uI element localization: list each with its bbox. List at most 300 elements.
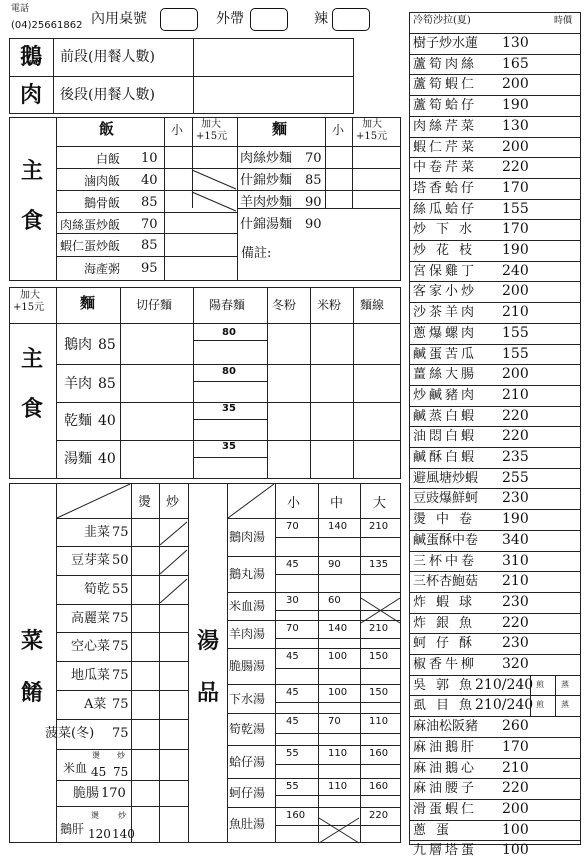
dish-price: 130 [502,35,529,51]
plus15-header: +15元 [196,131,228,142]
rice-item-price: 85 [141,195,158,210]
rice-small-qty[interactable] [165,259,191,279]
goose-liver-fry-price: 140 [112,827,135,841]
soup-medium-price: 100 [328,651,348,662]
dish-price: 170 [502,179,529,196]
veg-item-price: 75 [112,525,129,540]
dish-row-line [409,240,581,241]
soup-small-price: 45 [286,559,299,570]
rice-item-name: 白飯 [96,152,121,166]
dish-price: 235 [502,449,529,465]
dish-row-line [409,261,581,262]
dish-row-line [409,344,581,345]
soup-medium-price: 100 [328,687,348,698]
dish-name: 宮保雞丁 [413,263,478,279]
soup-small-price: 70 [286,521,299,532]
dish-price: 255 [502,469,529,486]
soup-item-name: 羊肉湯 [229,627,266,641]
dine-in-label: 內用桌號 [91,11,147,27]
blood-cake-blanch: 燙 [92,751,100,760]
dish-price: 200 [502,366,529,383]
dish-name: 麻油鵝心 [413,760,478,776]
soup-sub-line [275,825,401,826]
dish-row-line [409,571,581,572]
plus15-label-3: +15元 [13,302,45,313]
veg-row-line [56,546,188,547]
dish-row-line [409,157,581,158]
spicy-label: 辣 [314,11,328,27]
soup-row-line [227,648,401,649]
veg-row-line [56,661,188,662]
rice-header: 飯 [99,120,115,138]
veg-item-price: 75 [112,668,129,683]
soup-sub-line [275,733,401,734]
dish-name: 鹹蛋酥中卷 [413,532,479,548]
dish-price: 155 [502,324,529,341]
dish-name: 椒香牛柳 [413,657,478,672]
dish-name: 蘆筍肉絲 [413,56,478,72]
veg-item-name: 豆芽菜 [71,553,111,568]
dish-row-line [409,530,581,531]
veg-blanch-qty[interactable] [132,633,158,659]
dish-row-line [409,613,581,614]
noodle-item-price: 90 [305,195,322,210]
dish-row-line [409,447,581,448]
dish-name: 三杯杏鮑菇 [413,574,479,590]
noodle-row-price: 85 [98,376,116,392]
noodle-item-price: 90 [305,217,322,232]
soup-size-header: 中 [330,496,344,511]
dish-price: 190 [502,242,529,258]
dish-price: 310 [502,552,529,569]
noodle-row-name: 乾麵 [64,413,92,429]
soup-large-price: 150 [369,687,389,698]
dish-row-line [409,633,581,634]
dish-row-line [409,737,581,738]
dish-row-line [409,758,581,759]
rice-small-qty[interactable] [165,171,191,191]
veg-blanch-qty[interactable] [132,720,158,746]
dish-divider [530,675,531,696]
dish-row-line [409,488,581,489]
dish-row-line [409,406,581,407]
noodle-small-qty[interactable] [326,193,351,213]
soup-small-price: 55 [286,781,299,792]
dish-name: 麻油松阪豬 [413,719,479,735]
dish-row-line [409,592,581,593]
soup-large-price: 160 [369,781,389,792]
soup-row-line [227,713,401,714]
veg-item-price: 75 [112,611,129,626]
goose-liver-blanch-price: 120 [88,827,111,841]
veg-item-name: 韭菜 [84,525,111,540]
dish-price: 200 [502,283,529,300]
noodle-row-price: 40 [98,451,116,467]
goose-liver-name: 鵝肝 [60,822,85,836]
soup-item-name: 米血湯 [229,599,266,613]
soup-row-line [227,684,401,685]
dish-name: 鹹蛋苦瓜 [413,346,478,362]
soup-small-price: 55 [286,748,299,759]
blood-cake-name: 米血 [63,761,88,775]
soup-medium-price: 110 [328,748,348,759]
veg-blanch-qty[interactable] [132,519,158,545]
dish-row-line [409,54,581,55]
dish-name: 炒下水 [413,222,483,238]
soup-row-line [227,592,401,593]
small-header: 小 [171,123,184,137]
noodle-row-price: 40 [98,413,116,429]
soup-row-line [227,518,401,519]
soup-medium-price: 90 [328,559,341,570]
soup-item-name: 蚵仔湯 [229,785,266,800]
goose-back-label: 後段(用餐人數) [60,87,155,103]
noodle-row-name: 鵝肉 [64,337,92,353]
veg-row-line [56,575,188,576]
dish-price: 240 [502,262,529,279]
soup-medium-price: 140 [328,623,348,634]
dish-price: 230 [502,635,529,652]
dish-row-line [409,509,581,510]
noodle-type-header: 陽春麵 [209,298,246,312]
noodle-type-header: 米粉 [317,298,342,312]
cold-bamboo-name: 冷筍沙拉(夏) [413,15,471,26]
veg-item-name: 高麗菜 [71,611,111,626]
dish-price: 165 [502,55,529,72]
soup-item-name: 魚肚湯 [229,817,266,831]
noodle-header-2: 麵 [80,294,96,312]
dish-price: 210 [502,304,529,321]
dish-price: 200 [502,138,529,155]
soup-size-header: 小 [287,496,301,511]
dish-price: 230 [502,593,529,610]
dish-name: 油悶白蝦 [413,429,478,445]
goose-liver-fry: 炒 [118,811,126,820]
soup-small-price: 30 [286,595,299,606]
rice-item-name: 蝦仁蛋炒飯 [60,239,121,253]
fry-header: 炒 [166,495,180,510]
dish-price: 170 [502,738,529,755]
dish-row-line [409,116,581,117]
dish-row-line [409,778,581,779]
dish-name: 滑蛋蝦仁 [413,801,478,817]
noodle-item-price: 85 [305,173,322,188]
dish-row-line [409,799,581,800]
rice-small-qty[interactable] [165,215,191,235]
veg-row-line [56,780,188,781]
dish-option-steam: 蒸 [561,679,569,689]
noodle-row-price: 85 [98,337,116,353]
rice-item-price: 95 [141,261,158,276]
veg-row-line [56,749,188,750]
veg-item-name: A菜 [84,697,107,712]
dish-name: 燙中卷 [413,512,483,528]
veg-title-2: 餚 [21,680,44,706]
soup-row-line [227,778,401,779]
rice-item-price: 85 [141,238,158,253]
dish-name: 避風塘炒蝦 [413,470,479,486]
dish-row-line [409,654,581,655]
dish-price: 220 [502,407,529,424]
staple-title-2: 食 [21,208,44,234]
veg-row-line [56,690,188,691]
dish-row-line [409,74,581,75]
noodle-type-header: 切仔麵 [136,298,173,312]
dish-name: 蝦仁芹菜 [413,139,478,155]
soup-large-price: 135 [369,559,389,570]
veg-row-line [56,604,188,605]
soup-item-name: 下水湯 [229,691,266,706]
soup-row-line [227,807,401,808]
veg-item-price: 50 [112,553,129,568]
dish-name: 豆豉爆鮮蚵 [413,491,479,507]
noodle-small-qty[interactable] [326,171,351,191]
intestine-name: 脆腸 [73,786,100,801]
plus15-header-2: +15元 [356,131,388,142]
rice-small-qty[interactable] [165,149,191,169]
phone-label: 電話 [11,4,30,14]
dish-name: 炒鹹豬肉 [413,387,478,403]
soup-medium-price: 140 [328,521,348,532]
dish-price: 130 [502,117,529,134]
dish-price: 170 [502,221,529,238]
dish-name: 炸銀魚 [413,615,483,631]
goose-front-label: 前段(用餐人數) [60,49,155,65]
dish-name: 炒花枝 [413,243,483,258]
dish-price: 210 [502,573,529,590]
soup-sub-line [275,638,401,639]
dish-price: 210/240 [475,676,534,693]
large-label-3: 加大 [20,290,40,301]
dish-price: 200 [502,800,529,817]
soup-sub-line [275,537,401,538]
veg-row-line [56,518,188,519]
noodle-header: 麵 [272,120,288,138]
dish-row-line [409,178,581,179]
dish-row-line [409,137,581,138]
soup-medium-price: 60 [328,595,341,606]
dish-name: 吳郭魚 [413,677,483,693]
remark-label: 備註: [241,246,272,261]
soup-row-line [227,620,401,621]
dish-row-line [409,426,581,427]
large-header: 加大 [201,119,221,130]
dish-name: 樹子炒水蓮 [413,36,479,51]
dish-name: 肉絲芹菜 [413,118,478,134]
soup-item-name: 脆腸湯 [229,659,266,673]
soup-large-price: 220 [369,810,389,821]
dish-name: 麻油鵝肝 [413,739,478,755]
dish-row-line [409,468,581,469]
soup-sub-line [275,795,401,796]
dish-name: 蔥爆螺肉 [413,325,478,341]
dish-name: 炸蝦球 [413,594,483,610]
dish-price: 190 [502,97,529,114]
dish-row-line [409,281,581,282]
staple2-title-2: 食 [21,396,44,422]
dish-name: 沙茶羊肉 [413,305,478,321]
noodle-small-qty[interactable] [326,149,351,169]
soup-sub-line [275,574,401,575]
dish-row-line [409,364,581,365]
blood-cake-blanch-price: 45 [91,765,107,779]
dish-row-line [409,385,581,386]
noodle-row-name: 湯麵 [64,451,92,467]
veg-item-name: 空心菜 [71,639,111,654]
veg-title-1: 菜 [21,628,44,654]
veg-blanch-qty[interactable] [132,576,158,602]
dish-price: 220 [502,780,529,797]
takeout-label: 外帶 [216,11,244,27]
noodle-item-name: 什錦炒麵 [240,173,293,188]
soup-large-price: 110 [369,716,389,727]
dish-price: 340 [502,531,529,548]
rice-item-name: 滷肉飯 [84,174,121,188]
rice-item-name: 鵝骨飯 [84,196,121,210]
soup-sub-line [275,610,401,611]
veg-row-line [56,719,188,720]
phone-number: (04)25661862 [11,20,83,31]
soup-large-price: 210 [369,521,389,532]
soup-large-price: 160 [369,748,389,759]
veg-item-price: 75 [112,726,129,741]
soup-title-2: 品 [197,680,220,706]
rice-small-qty[interactable] [165,193,191,213]
dish-price: 320 [502,656,529,672]
dish-option-pan-fry: 煎 [536,700,544,710]
dish-option-pan-fry: 煎 [536,679,544,689]
dish-divider [530,695,531,716]
soup-large-price: 150 [369,651,389,662]
soup-sub-line [275,668,401,669]
dish-price: 190 [502,511,529,528]
noodle-item-name: 肉絲炒麵 [240,151,293,166]
large-header-2: 加大 [362,119,382,130]
dish-divider [555,695,556,716]
dish-name: 虱目魚 [413,698,483,714]
noodle-item-name: 什錦湯麵 [240,217,293,232]
market-price-note: 時價 [554,16,573,26]
noodle-item-price: 70 [305,151,322,166]
soup-item-name: 鵝肉湯 [229,530,266,544]
soup-item-name: 蛤仔湯 [229,754,266,769]
soup-item-name: 筍乾湯 [229,722,266,736]
soup-sub-line [275,764,401,765]
veg-item-price: 75 [112,697,129,712]
soup-large-price: 210 [369,623,389,634]
dish-price: 200 [502,76,529,93]
dish-price: 100 [502,821,529,838]
dish-price: 210 [502,386,529,403]
soup-row-line [227,556,401,557]
rice-item-price: 70 [141,217,158,232]
veg-row-line [56,806,188,807]
soup-medium-price: 110 [328,781,348,792]
dish-price: 210 [502,759,529,776]
dish-price: 100 [502,842,529,858]
veg-item-name: 地瓜菜 [71,668,111,683]
dish-name: 客家小炒 [413,284,478,300]
dish-row-line [409,551,581,552]
dish-name: 九層塔蛋 [413,843,478,858]
soup-sub-line [275,702,401,703]
noodle-small-qty[interactable] [326,215,351,235]
blanch-header: 燙 [138,495,152,510]
dish-name: 蚵仔酥 [413,636,483,652]
small-header-2: 小 [332,123,345,137]
dish-name: 三杯中卷 [413,553,478,569]
dish-price: 155 [502,200,529,217]
dish-price: 220 [502,159,529,176]
goose-liver-blanch: 燙 [91,811,99,820]
veg-blanch-qty[interactable] [132,691,158,717]
dish-name: 麻油腰子 [413,781,478,797]
dish-divider [555,675,556,696]
dish-price: 230 [502,490,529,507]
dish-row-line [409,219,581,220]
veg-blanch-qty[interactable] [132,605,158,631]
soup-medium-price: 70 [328,716,341,727]
soup-small-price: 45 [286,716,299,727]
soup-item-name: 鵝丸湯 [229,567,266,581]
dish-row-line [409,716,581,717]
dish-name: 塔香蛤仔 [413,180,478,196]
dish-name: 鹹酥白蝦 [413,450,478,465]
yangchun-price: 35 [222,441,236,452]
dish-price: 220 [502,428,529,445]
dish-row-line [409,840,581,841]
rice-item-name: 肉絲蛋炒飯 [60,218,121,232]
veg-blanch-qty[interactable] [132,662,158,688]
dish-price: 220 [502,614,529,631]
soup-small-price: 45 [286,687,299,698]
goose-title-2: 肉 [20,82,43,108]
soup-row-line [227,745,401,746]
yangchun-price: 35 [222,403,236,414]
blood-cake-fry: 炒 [117,751,125,760]
goose-title-1: 鵝 [20,44,43,70]
veg-row-line [56,632,188,633]
dish-name: 薑絲大腸 [413,367,478,383]
yangchun-price: 80 [222,327,236,338]
blood-cake-fry-price: 75 [113,765,129,779]
veg-blanch-qty[interactable] [132,547,158,573]
noodle-type-header: 冬粉 [272,298,297,312]
dish-option-steam: 蒸 [561,700,569,710]
dish-name: 絲瓜蛤仔 [413,201,478,217]
soup-small-price: 160 [286,810,306,821]
dish-name: 蘆筍蛤仔 [413,98,478,114]
soup-small-price: 45 [286,651,299,662]
dish-price: 155 [502,345,529,362]
dish-row-line [409,820,581,821]
intestine-price: 170 [101,786,126,801]
staple2-title-1: 主 [21,346,44,372]
rice-small-qty[interactable] [165,236,191,256]
yangchun-price: 80 [222,366,236,377]
dish-name: 蔥蛋 [413,822,460,838]
dish-row-line [409,302,581,303]
rice-item-price: 40 [141,173,158,188]
soup-title-1: 湯 [197,628,220,654]
veg-item-price: 55 [112,582,129,597]
noodle-type-header: 麵線 [360,298,385,312]
dish-row-line [409,33,581,34]
dish-row-line [409,199,581,200]
noodle-row-name: 羊肉 [64,376,92,392]
veg-item-name: 菠菜(冬) [45,726,95,741]
dish-price: 210/240 [475,697,534,714]
